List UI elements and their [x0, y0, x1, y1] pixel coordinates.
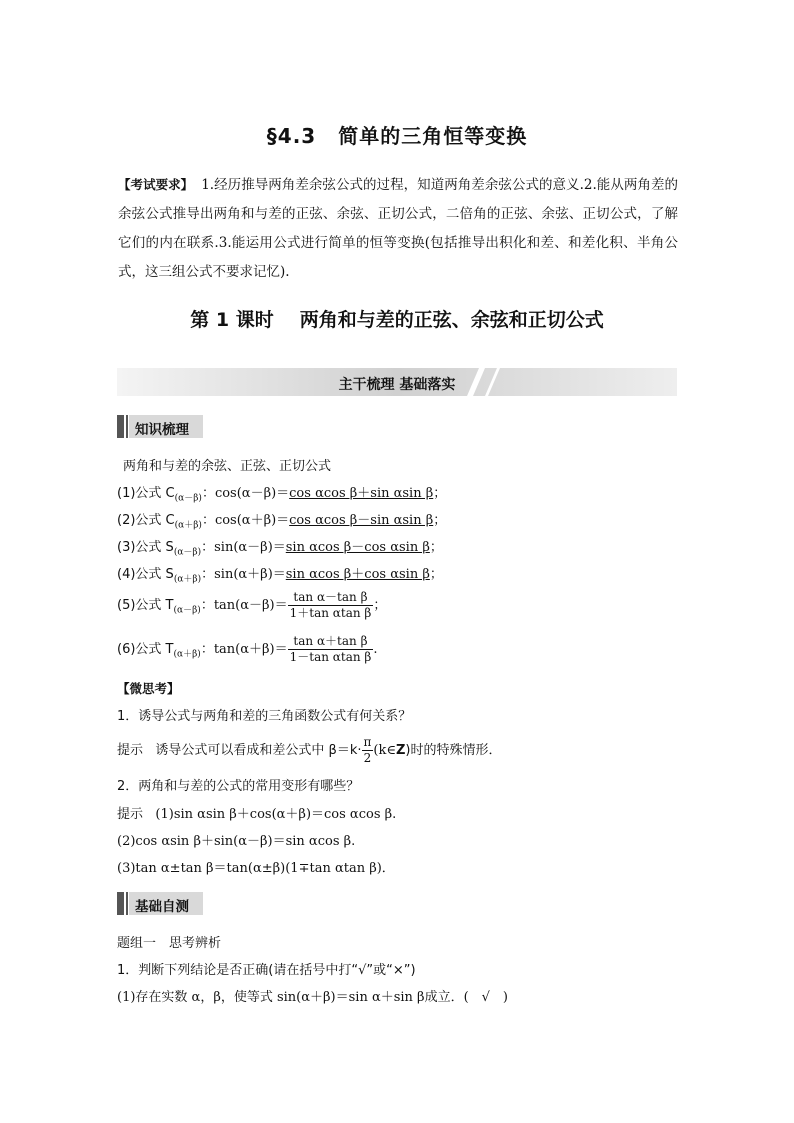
- formula-3: (3)公式 $S_{(\alpha-\beta)}$：sin(α－β)＝sin αcos β－cos αsin β；: [117, 540, 443, 558]
- section-title: [0, 120, 794, 149]
- lesson-title: [0, 305, 794, 332]
- formula-5-fraction: $\frac{\text{tan α－tan β}}{\text{1＋tan αtan β}}$: [289, 590, 372, 620]
- formula-4: (4)公式 $S_{(\alpha+\beta)}$：sin(α＋β)＝sin αcos β＋cos αsin β；: [117, 567, 443, 585]
- lesson-title-text: 两角和与差的正弦、余弦和正切公式: [299, 309, 604, 331]
- selftest-question-1: 1．判断下列结论是否正确(请在括号中打“√”或“×”): [117, 963, 416, 978]
- think-answer-1: 提示 诱导公式可以看成和差公式中 β＝k· $\frac{\pi}{2}$ (k∈Z)时的特殊情形．: [117, 735, 502, 765]
- think-label: 【微思考】: [117, 681, 180, 696]
- tag-knowledge: [117, 415, 203, 438]
- formula-1: (1)公式 $C_{(\alpha-\beta)}$：cos(α－β)＝cos αcos β＋sin αsin β；: [117, 486, 447, 504]
- requirements-text: 1.经历推导两角差余弦公式的过程，知道两角差余弦公式的意义.2.能从两角差的余弦公式推导出两角和与差的正弦、余弦、正切公式，二倍角的正弦、余弦、正切公式，了解它们的内在联系.3.能运用公式进行简单的恒等变换(包括推导出积化和差、和差化积、半角公式，这三组公式不要求记忆).: [118, 177, 678, 280]
- banner-text: 主干梳理 基础落实: [338, 377, 456, 393]
- selftest-item-1: (1)存在实数 α，β，使等式 sin(α＋β)＝sin α＋sin β成立．( √ ): [117, 990, 509, 1005]
- formula-5: (5)公式 $T_{(\alpha-\beta)}$：tan(α－β)＝ $\frac{\text{tan α－tan β}}{\text{1＋tan αtan β}}$ ；: [117, 590, 387, 620]
- formula-6-fraction: $\frac{\text{tan α＋tan β}}{\text{1－tan αtan β}}$: [289, 634, 372, 664]
- requirements-label: 【考试要求】: [118, 177, 194, 192]
- pi-over-2-fraction: $\frac{\pi}{2}$: [363, 735, 372, 765]
- question-group-title: 题组一 思考辨析: [117, 936, 222, 951]
- formula-6: (6)公式 $T_{(\alpha+\beta)}$：tan(α＋β)＝ $\frac{\text{tan α＋tan β}}{\text{1－tan αtan β}}$ .: [117, 634, 378, 664]
- think-question-2: 2．两角和与差的公式的常用变形有哪些？: [117, 779, 360, 794]
- hint-label: 提示: [117, 743, 144, 758]
- think-question-1: 1．诱导公式与两角和差的三角函数公式有何关系？: [117, 709, 412, 724]
- lesson-number: 第 1 课时: [190, 309, 274, 331]
- tag-selftest-label: 基础自测: [135, 899, 189, 915]
- section-number: §4.3: [266, 124, 317, 148]
- think-answer-2-line-2: (2)cos αsin β＋sin(α－β)＝sin αcos β.: [117, 834, 356, 849]
- tag-selftest: [117, 892, 203, 915]
- think-answer-2-line-1: 提示 (1)sin αsin β＋cos(α＋β)＝cos αcos β.: [117, 807, 397, 822]
- formula-2: (2)公式 $C_{(\alpha+\beta)}$：cos(α＋β)＝cos αcos β－sin αsin β；: [117, 513, 447, 531]
- section-title-text: 简单的三角恒等变换: [338, 124, 528, 148]
- knowledge-heading: 两角和与差的余弦、正弦、正切公式: [123, 459, 332, 474]
- exam-requirements: [118, 170, 678, 287]
- think-answer-2-line-3: (3)tan α±tan β＝tan(α±β)(1∓tan αtan β)．: [117, 861, 395, 876]
- tag-knowledge-label: 知识梳理: [135, 422, 189, 438]
